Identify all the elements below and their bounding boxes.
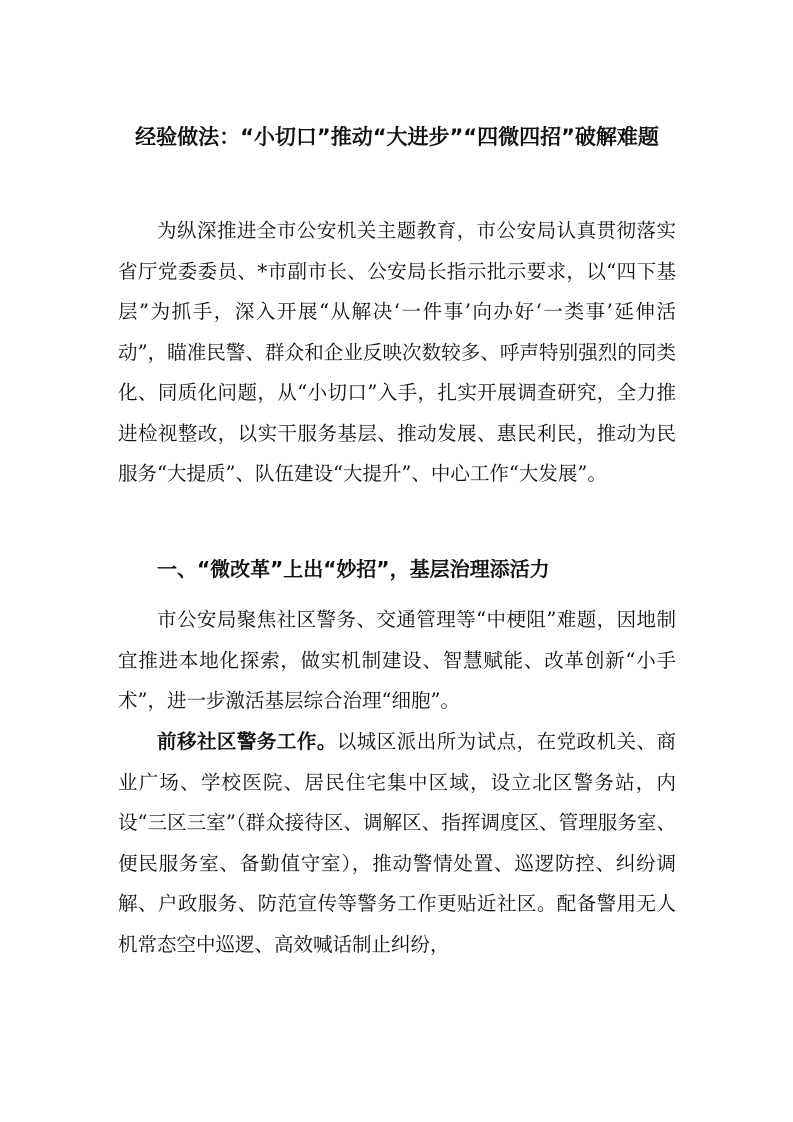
- item-body-text: 以城区派出所为试点，在党政机关、商业广场、学校医院、居民住宅集中区域，设立北区警务站，内设“三区三室”（群众接待区、调解区、指挥调度区、管理服务室、便民服务室、备勤值守室），推动警情处置、巡逻防控、纠纷调解、户政服务、防范宣传等警务工作更贴近社区。配备警用无人机常态空中巡逻、高效喊话制止纠纷，: [118, 730, 676, 956]
- section-heading: 一、“微改革”上出“妙招”，基层治理添活力: [157, 557, 550, 581]
- intro-paragraph: 为纵深推进全市公安机关主题教育，市公安局认真贯彻落实省厅党委委员、*市副市长、公安局长指示批示要求，以“四下基层”为抓手，深入开展“从解决‘一件事’向办好‘一类事’延伸活动”，瞄准民警、群众和企业反映次数较多、呼声特别强烈的同类化、同质化问题，从“小切口”入手，扎实开展调查研究，全力推进检视整改，以实干服务基层、推动发展、惠民利民，推动为民服务“大提质”、队伍建设“大提升”、中心工作“大发展”。: [118, 219, 676, 485]
- document-title: 经验做法：“小切口”推动“大进步”“四微四招”破解难题: [135, 125, 659, 149]
- item-paragraph: [118, 722, 676, 965]
- item-lead-text: 前移社区警务工作。: [157, 730, 337, 753]
- section-intro-paragraph: 市公安局聚焦社区警务、交通管理等“中梗阻”难题，因地制宜推进本地化探索，做实机制建设、智慧赋能、改革创新“小手术”，进一步激活基层综合治理“细胞”。: [118, 608, 676, 712]
